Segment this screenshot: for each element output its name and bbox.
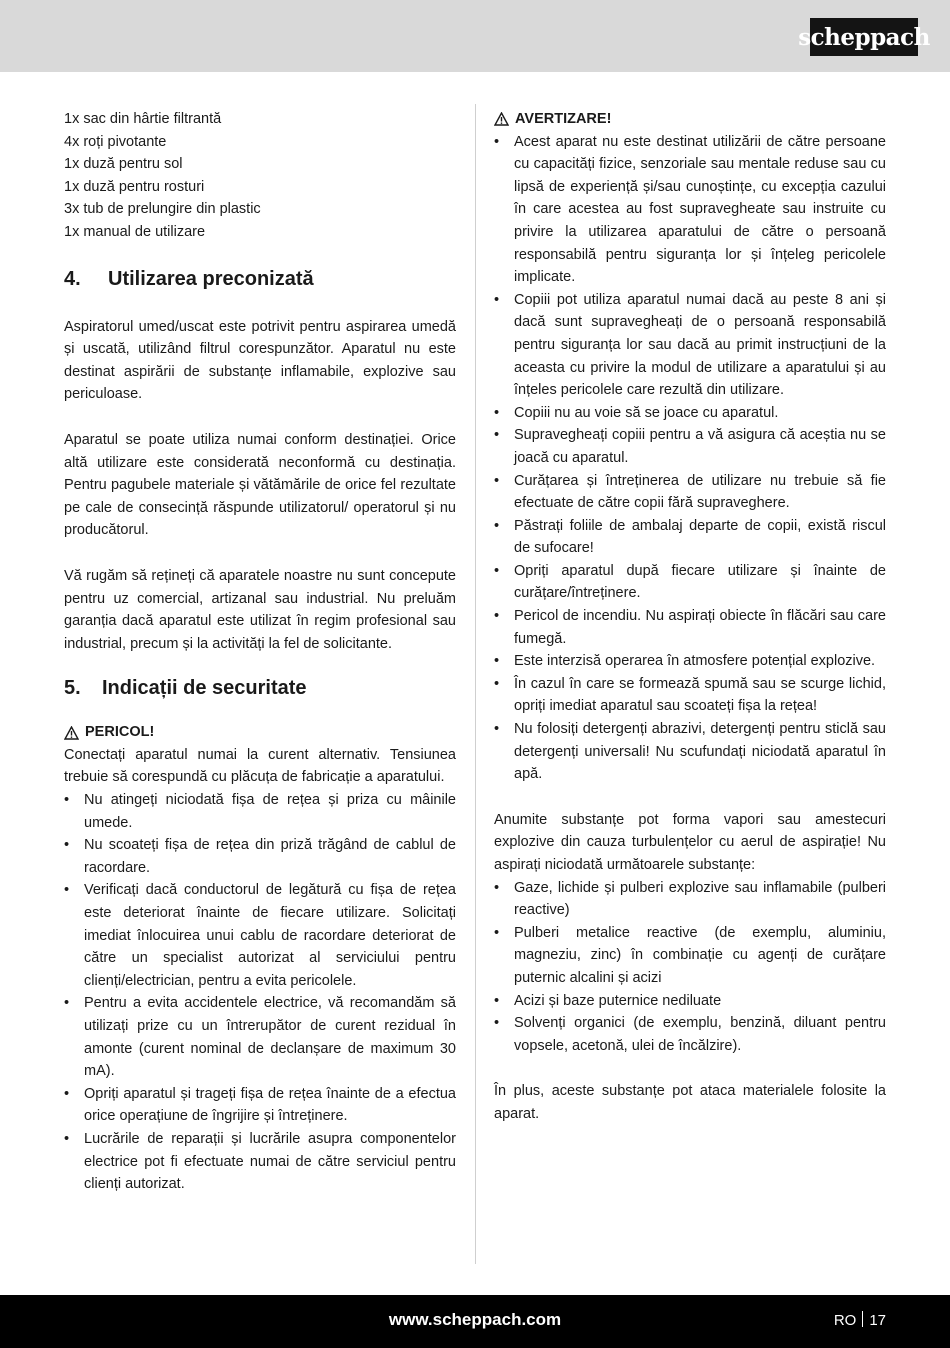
section-title: Utilizarea preconizată bbox=[108, 267, 314, 290]
header-bar bbox=[0, 0, 950, 72]
section-4-heading bbox=[64, 266, 456, 292]
language-code: RO bbox=[833, 1312, 857, 1329]
right-column bbox=[494, 108, 886, 1126]
delivery-list bbox=[64, 108, 456, 244]
list-item: 1x manual de utilizare bbox=[64, 223, 206, 240]
page-indicator bbox=[834, 1311, 886, 1329]
list-item: • Copiii pot utiliza aparatul numai dacă au peste 8 ani și dacă sunt supravegheați de o persoană responsabilă pentru siguranța lor sau dacă au primit instrucțiuni de la aceasta cu privire la modul de utilizare a aparatului și au înțeles pericolele care rezultă din utilizare. bbox=[494, 289, 886, 402]
closing-paragraph: În plus, aceste substanțe pot ataca materialele folosite la aparat. bbox=[494, 1083, 886, 1122]
warning-bullets bbox=[494, 131, 886, 786]
warning-triangle-icon bbox=[494, 112, 509, 126]
paragraph: Aparatul se poate utiliza numai conform destinației. Orice altă utilizare este considerată neconformă cu destinația. Pentru pagubele materiale și vătămările de orice fel rezultate pe cale de consecință răspunde utilizatorul/ operatorul și nu producătorul. bbox=[64, 431, 456, 539]
footer-url: www.scheppach.com bbox=[388, 1310, 562, 1329]
list-item: • În cazul în care se formează spumă sau se scurge lichid, opriți imediat aparatul sau scoateți fișa la rețea! bbox=[494, 673, 886, 718]
substances-list bbox=[494, 877, 886, 1058]
page-number: 17 bbox=[869, 1312, 886, 1329]
section-number: 5. bbox=[64, 677, 81, 700]
list-item: • Nu folosiți detergenți abrazivi, detergenți pentru sticlă sau detergenți universali! Nu scufundați niciodată aparatul în apă. bbox=[494, 718, 886, 786]
list-item: 3x tub de prelungire din plastic bbox=[64, 201, 261, 218]
list-item: • Opriți aparatul după fiecare utilizare și înainte de curățare/întreținere. bbox=[494, 560, 886, 605]
list-item: • Păstrați foliile de ambalaj departe de copii, există riscul de sufocare! bbox=[494, 515, 886, 560]
list-item: • Solvenți organici (de exemplu, benzină, diluant pentru vopsele, acetonă, ulei de încălzire). bbox=[494, 1012, 886, 1057]
list-item: • Acest aparat nu este destinat utilizării de către persoane cu capacități fizice, senzoriale sau mentale reduse sau cu lipsă de experiență și/sau cunoștințe, cu excepția cazului în care acestea au fost supravegheate sau instruite cu privire la utilizarea aparatului de către o persoană responsabilă pentru siguranța lor și înțeleg pericolele implicate. bbox=[494, 131, 886, 289]
list-item: • Opriți aparatul și trageți fișa de rețea înainte de a efectua orice operațiune de îngrijire și întreținere. bbox=[64, 1083, 456, 1128]
list-item: 1x sac din hârtie filtrantă bbox=[64, 111, 222, 127]
warning-label: AVERTIZARE! bbox=[494, 108, 886, 131]
list-item: • Nu atingeți niciodată fișa de rețea și priza cu mâinile umede. bbox=[64, 789, 456, 834]
section-title: Indicații de securitate bbox=[102, 677, 307, 700]
column-divider bbox=[475, 104, 476, 1264]
list-item: 4x roți pivotante bbox=[64, 133, 167, 150]
section-number: 4. bbox=[64, 267, 81, 290]
danger-bullets bbox=[64, 789, 456, 1196]
list-item: • Pericol de incendiu. Nu aspirați obiecte în flăcări sau care fumegă. bbox=[494, 605, 886, 650]
substances-intro: Anumite substanțe pot forma vapori sau amestecuri explozive din cauza turbulențelor cu aerul de aspirație! Nu aspirați niciodată următoarele substanțe: bbox=[494, 811, 886, 873]
list-item: 1x duză pentru sol bbox=[64, 156, 183, 173]
section-5-heading bbox=[64, 675, 456, 701]
list-item: • Pentru a evita accidentele electrice, vă recomandăm să utilizați prize cu un întrerupător de curent rezidual în amonte (curent nominal de declanșare de maximum 30 mA). bbox=[64, 992, 456, 1082]
list-item: • Verificați dacă conductorul de legătură cu fișa de rețea este deteriorat înainte de fiecare utilizare. Solicitați imediat înlocuirea unui cablu de racordare deteriorat de către un specialist autorizat al serviciului pentru clienți/electrician, pentru a evita pericolele. bbox=[64, 879, 456, 992]
list-item: • Lucrările de reparații și lucrările asupra componentelor electrice pot fi efectuate numai de către serviciul pentru clienți autorizat. bbox=[64, 1128, 456, 1196]
list-item: • Gaze, lichide și pulberi explozive sau inflamabile (pulberi reactive) bbox=[494, 877, 886, 922]
danger-intro: Conectați aparatul numai la curent alternativ. Tensiunea trebuie să corespundă cu plăcuța de fabricație a aparatului. bbox=[64, 746, 456, 786]
list-item: • Nu scoateți fișa de rețea din priză trăgând de cablul de racordare. bbox=[64, 834, 456, 879]
list-item: • Curățarea și întreținerea de utilizare nu trebuie să fie efectuate de către copii fără supraveghere. bbox=[494, 470, 886, 515]
paragraph: Vă rugăm să rețineți că aparatele noastre nu sunt concepute pentru uz comercial, artizanal sau industrial. Nu preluăm garanția dacă aparatul este utilizat în regim profesional sau industrial, precum și la activități la fel de solicitante. bbox=[64, 567, 456, 652]
list-item: 1x duză pentru rosturi bbox=[64, 178, 205, 195]
footer-bar bbox=[0, 1295, 950, 1348]
list-item: • Supravegheați copiii pentru a vă asigura că aceștia nu se joacă cu aparatul. bbox=[494, 424, 886, 469]
list-item: • Pulberi metalice reactive (de exemplu, aluminiu, magneziu, zinc) în combinație cu agenți de curățare puternic alcalini și acizi bbox=[494, 922, 886, 990]
warning-triangle-icon bbox=[64, 726, 79, 740]
brand-logo: scheppach bbox=[810, 18, 918, 56]
paragraph: Aspiratorul umed/uscat este potrivit pentru aspirarea umedă și uscată, utilizând filtrul corespunzător. Aparatul nu este destinat aspirării de substanțe inflamabile, explozive sau periculoase. bbox=[64, 318, 456, 403]
list-item: • Este interzisă operarea în atmosfere potențial explozive. bbox=[494, 650, 886, 673]
list-item: • Copiii nu au voie să se joace cu aparatul. bbox=[494, 402, 886, 425]
danger-label: PERICOL! bbox=[64, 721, 456, 744]
left-column bbox=[64, 108, 456, 1196]
list-item: • Acizi și baze puternice nediluate bbox=[494, 990, 886, 1013]
